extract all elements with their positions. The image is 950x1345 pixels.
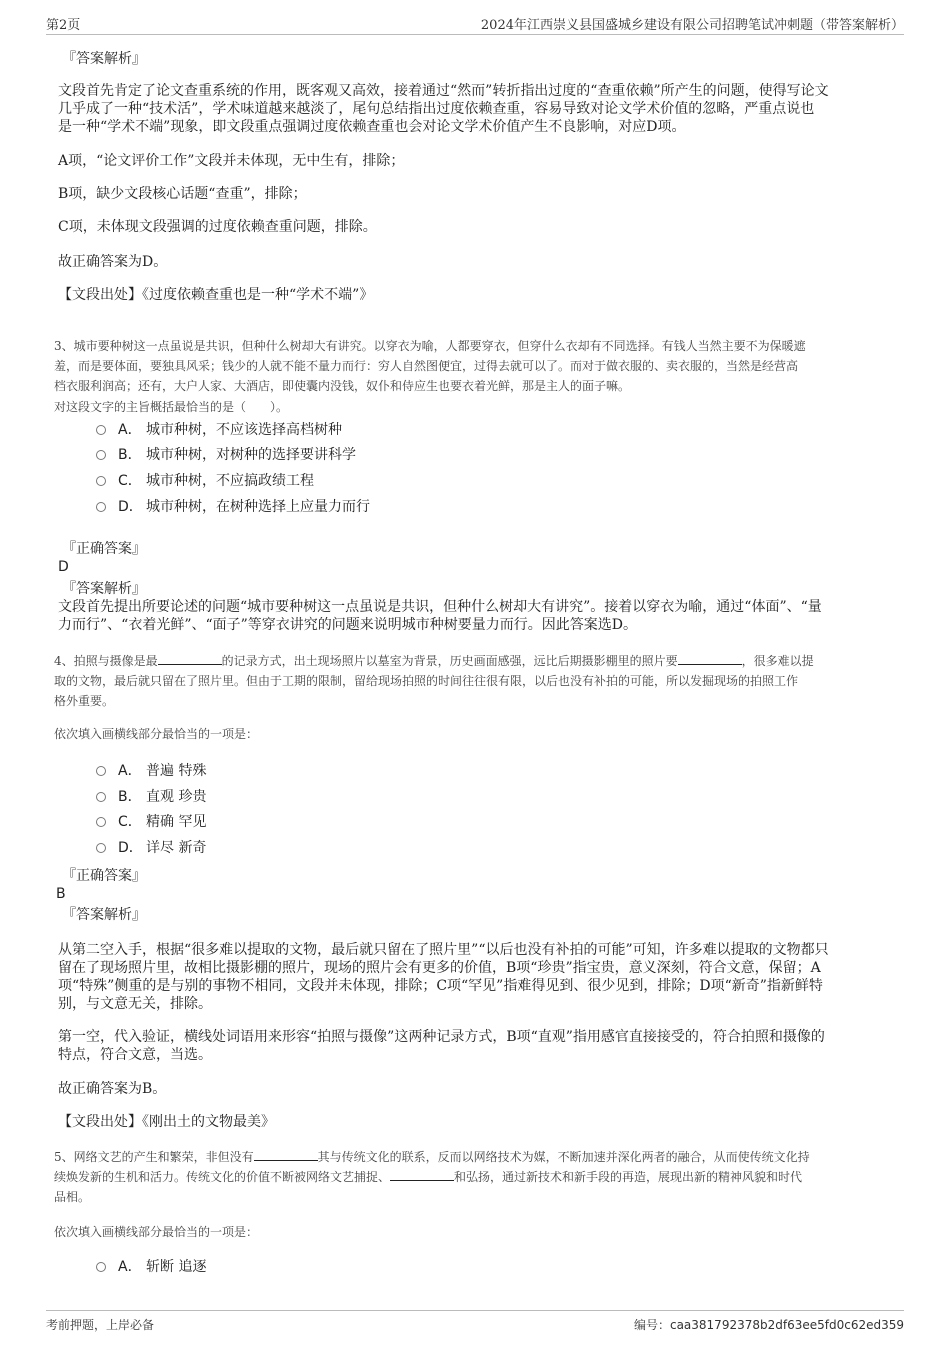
q2-conclusion: 故正确答案为D。 — [58, 254, 168, 270]
q4-answer-label: 『正确答案』 — [62, 868, 146, 884]
q3-stem-line: 羞，而是要体面，要独具风采；钱少的人就不能不量力而行：穷人自然图便宜，过得去就可以了。而对于做衣服的、卖衣服的，当然是经营高 — [54, 359, 799, 373]
q3-analysis-line: 力而行”、“衣着光鲜”、“面子”等穿衣讲究的问题来说明城市种树要量力而行。因此答案选D。 — [58, 617, 638, 633]
q4-analysis-line: 特点，符合文意，当选。 — [58, 1047, 212, 1063]
q3-answer: D — [58, 559, 69, 575]
q4-analysis-line: 项“特殊”侧重的是与别的事物不相同，文段并未体现，排除；C项“罕见”指难得见到、很少见到，排除；D项“新奇”指新鲜特 — [58, 978, 823, 994]
q2-analysis-line: 是一种“学术不端”现象，即文段重点强调过度依赖查重也会对论文学术价值产生不良影响，对应D项。 — [58, 119, 686, 135]
q4-analysis-line: 第一空，代入验证，横线处词语用来形容“拍照与摄像”这两种记录方式，B项“直观”指用感官直接接受的，符合拍照和摄像的 — [58, 1029, 825, 1045]
radio-icon[interactable] — [96, 843, 106, 853]
q5-stem-line: 续焕发新的生机和活力。传统文化的价值不断被网络文艺捕捉、 和弘扬，通过新技术和新手段的再造，展现出新的精神风貌和时代 — [54, 1170, 803, 1184]
q4-stem-line: 格外重要。 — [54, 694, 115, 708]
radio-icon[interactable] — [96, 425, 106, 435]
q4-option-b[interactable]: B． 直观 珍贵 — [96, 788, 206, 806]
q4-analysis-line: 从第二空入手，根据“很多难以提取的文物，最后就只留在了照片里”“以后也没有补拍的可能”可知，许多难以提取的文物都只 — [58, 942, 829, 958]
q2-analysis-line: 文段首先肯定了论文查重系统的作用，既客观又高效，接着通过“然而”转折指出过度的“查重依赖”所产生的问题，使得写论文 — [58, 83, 829, 99]
q4-option-a[interactable]: A． 普遍 特殊 — [96, 762, 206, 780]
q4-option-d[interactable]: D． 详尽 新奇 — [96, 839, 206, 857]
q2-exclude-c: C项，未体现文段强调的过度依赖查重问题，排除。 — [58, 219, 377, 235]
page-footer — [46, 1310, 904, 1335]
q2-exclude-a: A项，“论文评价工作”文段并未体现，无中生有，排除； — [58, 153, 405, 169]
q2-analysis-line: 几乎成了一种“技术活”，学术味道越来越淡了，尾句总结指出过度依赖查重，容易导致对论文学术价值的忽略，严重点说也 — [58, 101, 815, 117]
q3-option-a[interactable]: A． 城市种树，不应该选择高档树种 — [96, 421, 342, 439]
radio-icon[interactable] — [96, 817, 106, 827]
q4-source: 【文段出处】《刚出土的文物最美》 — [58, 1114, 275, 1130]
q3-option-b[interactable]: B． 城市种树，对树种的选择要讲科学 — [96, 446, 356, 464]
q3-answer-label: 『正确答案』 — [62, 541, 146, 557]
q4-stem-line: 4、拍照与摄像是最 的记录方式，出土现场照片以墓室为背景，历史画面感强，远比后期摄影棚里的照片要 ，很多难以提 — [54, 654, 814, 668]
q5-stem-line: 品相。 — [54, 1190, 91, 1204]
q4-conclusion: 故正确答案为B。 — [58, 1081, 167, 1097]
q4-analysis-line: 留在了现场照片里，故相比摄影棚的照片，现场的照片会有更多的价值，B项“珍贵”指宝贵，意义深刻，符合文意，保留；A — [58, 960, 821, 976]
page-header — [46, 14, 904, 35]
q3-stem-line: 3、城市要种树这一点虽说是共识，但种什么树却大有讲究。以穿衣为喻，人都要穿衣，但穿什么衣却有不同选择。有钱人当然主要不为保暖遮 — [54, 339, 806, 353]
q5-question: 依次填入画横线部分最恰当的一项是： — [54, 1225, 259, 1239]
radio-icon[interactable] — [96, 792, 106, 802]
q2-exclude-b: B项，缺少文段核心话题“查重”，排除； — [58, 186, 307, 202]
fill-blank — [678, 652, 742, 665]
fill-blank — [254, 1148, 318, 1161]
q4-answer: B — [56, 886, 66, 902]
q4-stem-line: 取的文物，最后就只留在了照片里。但由于工期的限制，留给现场拍照的时间往往很有限，以后也没有补拍的可能，所以发掘现场的拍照工作 — [54, 674, 799, 688]
q2-analysis-label: 『答案解析』 — [62, 51, 146, 67]
fill-blank — [158, 652, 222, 665]
fill-blank — [390, 1168, 454, 1181]
document-title: 2024年江西崇义县国盛城乡建设有限公司招聘笔试冲刺题（带答案解析） — [480, 18, 904, 33]
radio-icon[interactable] — [96, 502, 106, 512]
q5-stem-line: 5、网络文艺的产生和繁荣，非但没有 其与传统文化的联系，反而以网络技术为媒，不断加速并深化两者的融合，从而使传统文化持 — [54, 1150, 810, 1164]
q4-analysis-label: 『答案解析』 — [62, 907, 146, 923]
q3-option-c[interactable]: C． 城市种树，不应搞政绩工程 — [96, 472, 314, 490]
q4-option-c[interactable]: C． 精确 罕见 — [96, 813, 206, 831]
radio-icon[interactable] — [96, 450, 106, 460]
q5-option-a[interactable]: A． 斩断 追逐 — [96, 1258, 206, 1276]
q3-analysis-label: 『答案解析』 — [62, 581, 146, 597]
page-number: 第2页 — [46, 18, 81, 33]
q3-stem-line: 档衣服利润高；还有，大户人家、大酒店，即使囊内没钱，奴仆和侍应生也要衣着光鲜，那是主人的面子嘛。 — [54, 379, 631, 393]
q3-analysis-line: 文段首先提出所要论述的问题“城市要种树这一点虽说是共识，但种什么树却大有讲究”。接着以穿衣为喻，通过“体面”、“量 — [58, 599, 822, 615]
q3-option-d[interactable]: D． 城市种树，在树种选择上应量力而行 — [96, 498, 370, 516]
radio-icon[interactable] — [96, 766, 106, 776]
document-code: 编号：caa381792378b2df63ee5fd0c62ed359 — [633, 1318, 904, 1332]
radio-icon[interactable] — [96, 1262, 106, 1272]
q4-question: 依次填入画横线部分最恰当的一项是： — [54, 727, 259, 741]
q4-analysis-line: 别，与文意无关，排除。 — [58, 996, 212, 1012]
q2-source: 【文段出处】《过度依赖查重也是一种“学术不端”》 — [58, 287, 374, 303]
q3-question: 对这段文字的主旨概括最恰当的是（ ）。 — [54, 400, 289, 414]
footer-slogan: 考前押题，上岸必备 — [46, 1318, 155, 1332]
radio-icon[interactable] — [96, 476, 106, 486]
